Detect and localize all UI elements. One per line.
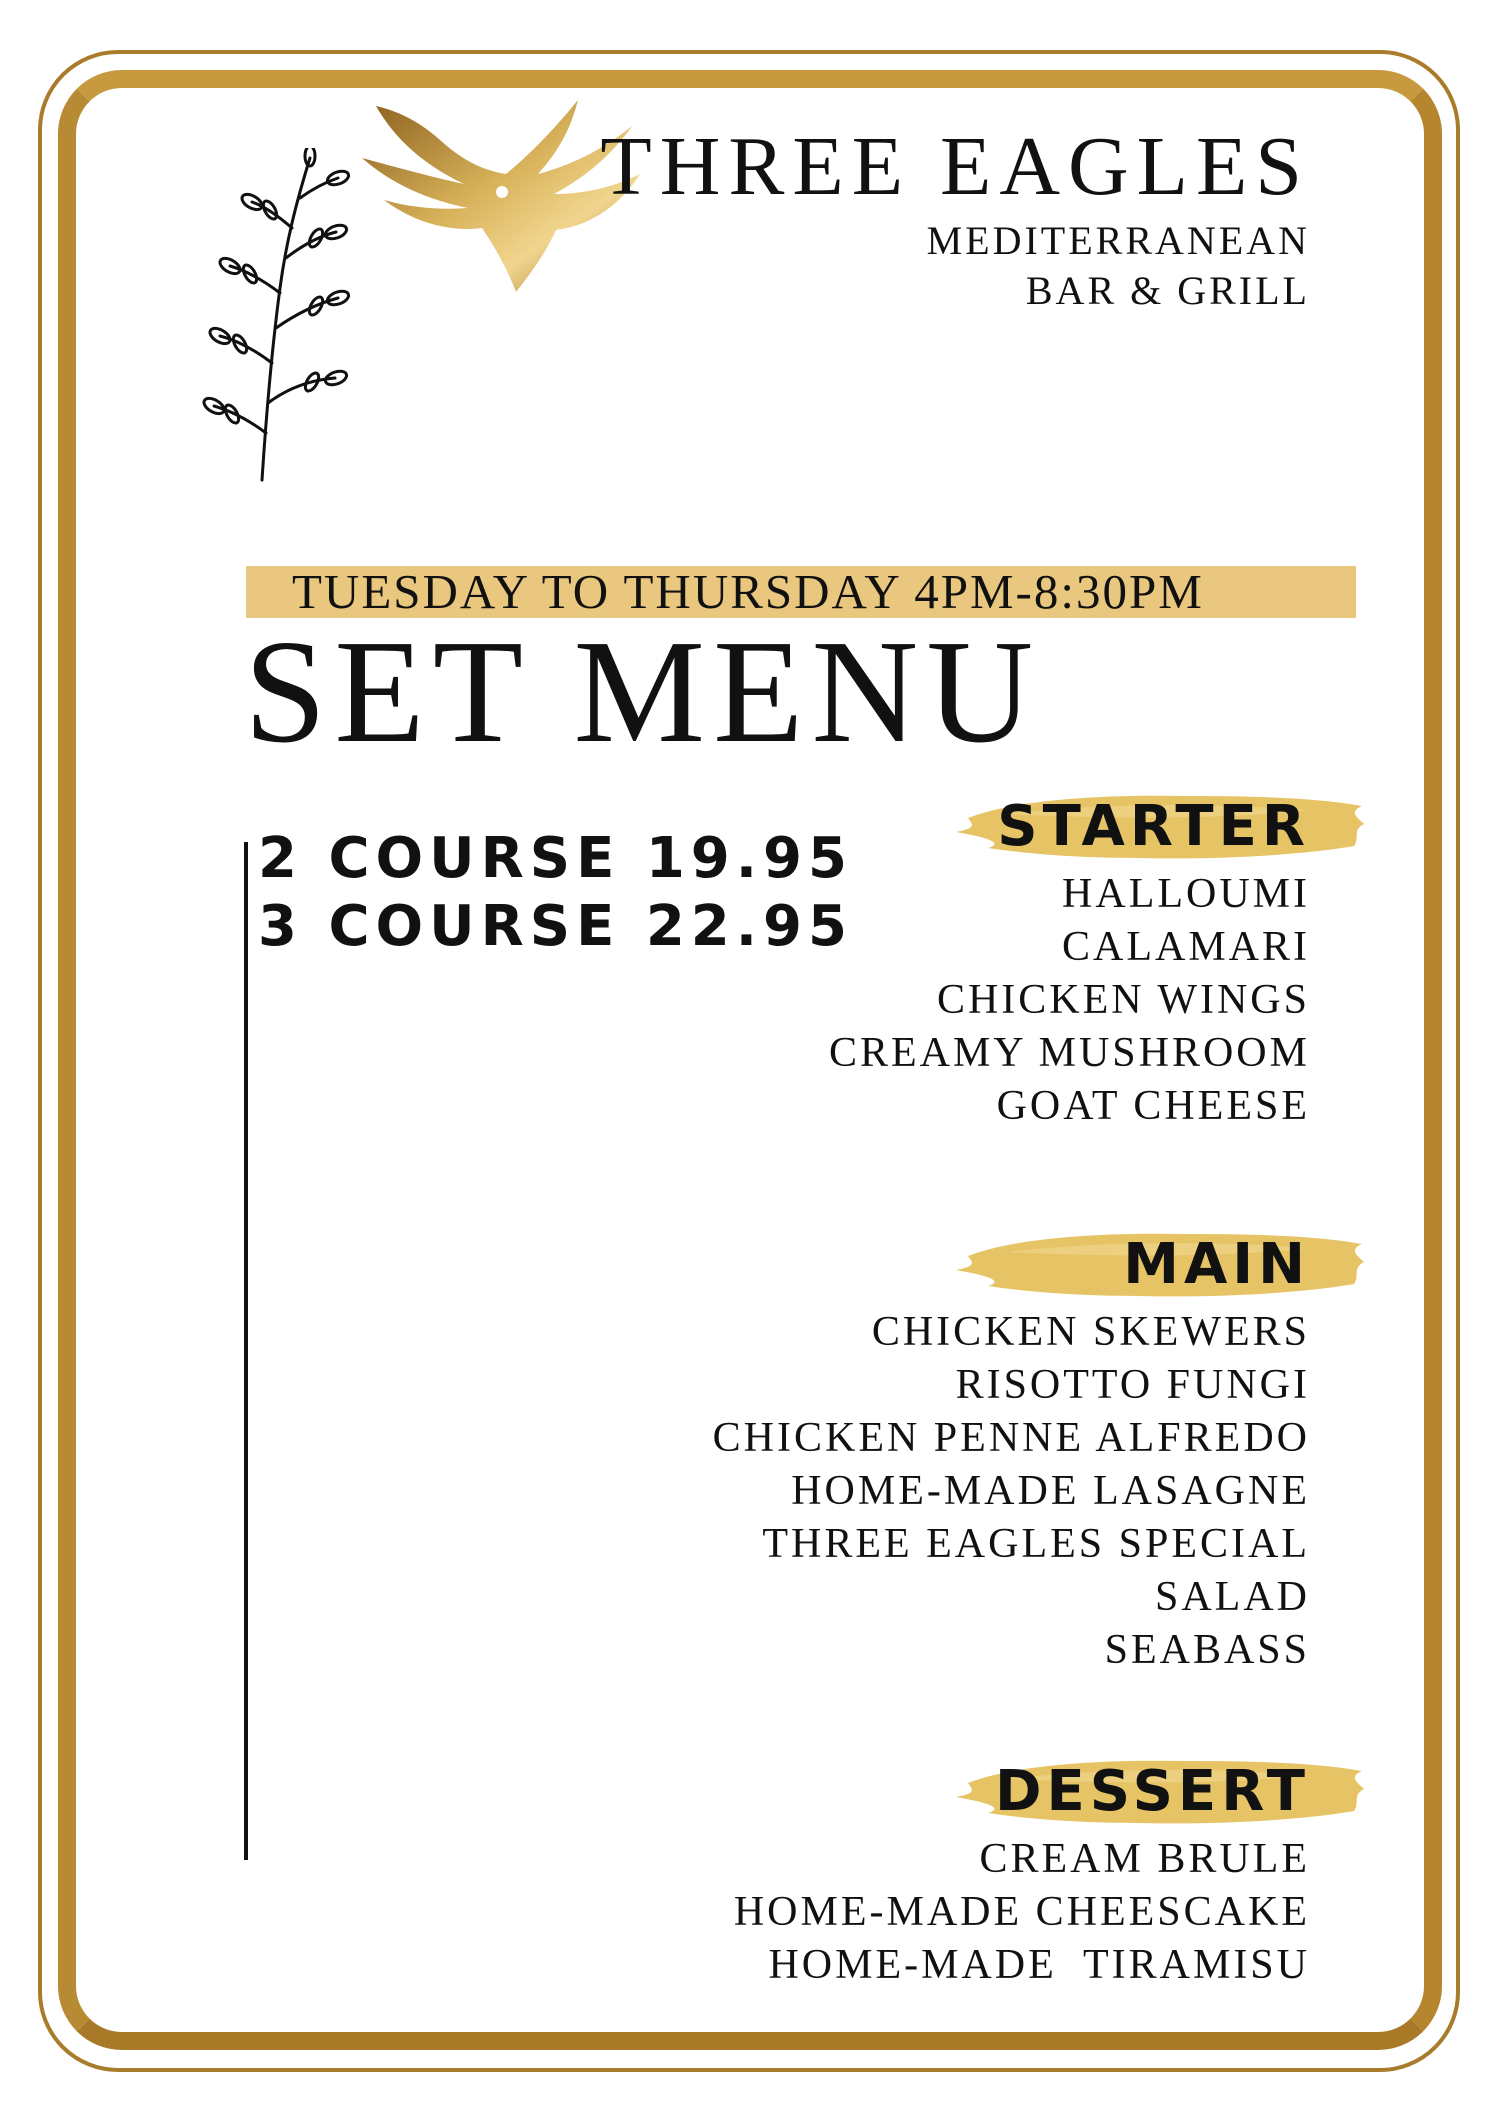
- section-heading-starter: STARTER: [997, 794, 1310, 859]
- list-item: RISOTTO FUNGI: [955, 1362, 1310, 1408]
- section-dessert: [610, 1751, 1310, 1992]
- list-item: SEABASS: [1104, 1627, 1310, 1673]
- list-item: THREE EAGLES SPECIAL: [762, 1521, 1310, 1567]
- list-item: CREAM BRULE: [979, 1836, 1310, 1882]
- brand-subtitle-line-2: BAR & GRILL: [1025, 268, 1310, 313]
- list-item: CHICKEN WINGS: [936, 977, 1310, 1023]
- list-item: HALLOUMI: [1062, 871, 1310, 917]
- main-list: [610, 1306, 1310, 1677]
- list-item: CHICKEN SKEWERS: [871, 1309, 1310, 1355]
- price-three-course: 3 COURSE 22.95: [258, 894, 853, 959]
- opening-hours: TUESDAY TO THURSDAY 4PM-8:30PM: [292, 564, 1204, 619]
- list-item: GOAT CHEESE: [996, 1083, 1310, 1129]
- list-item: HOME-MADE CHEESCAKE: [733, 1889, 1310, 1935]
- list-item: HOME-MADE LASAGNE: [791, 1468, 1310, 1514]
- price-two-course: 2 COURSE 19.95: [258, 826, 853, 891]
- brand-name: THREE EAGLES: [600, 120, 1310, 213]
- list-item: HOME-MADE TIRAMISU: [768, 1942, 1310, 1988]
- list-item: CHICKEN PENNE ALFREDO: [712, 1415, 1310, 1461]
- list-item: CALAMARI: [1061, 924, 1310, 970]
- section-starter: [610, 786, 1310, 1133]
- brand-subtitle-line-1: MEDITERRANEAN: [926, 218, 1310, 263]
- section-heading-main: MAIN: [1123, 1232, 1310, 1297]
- dessert-list: [610, 1833, 1310, 1992]
- section-main: [610, 1224, 1310, 1677]
- list-item: CREAMY MUSHROOM: [828, 1030, 1310, 1076]
- section-heading-dessert: DESSERT: [995, 1759, 1310, 1824]
- starter-list: [610, 868, 1310, 1133]
- brand-subtitle: [927, 216, 1310, 316]
- vertical-divider: [244, 842, 248, 1860]
- olive-sprig-icon: [200, 148, 370, 488]
- page-title: SET MENU: [244, 610, 1042, 774]
- list-item: SALAD: [1154, 1574, 1310, 1620]
